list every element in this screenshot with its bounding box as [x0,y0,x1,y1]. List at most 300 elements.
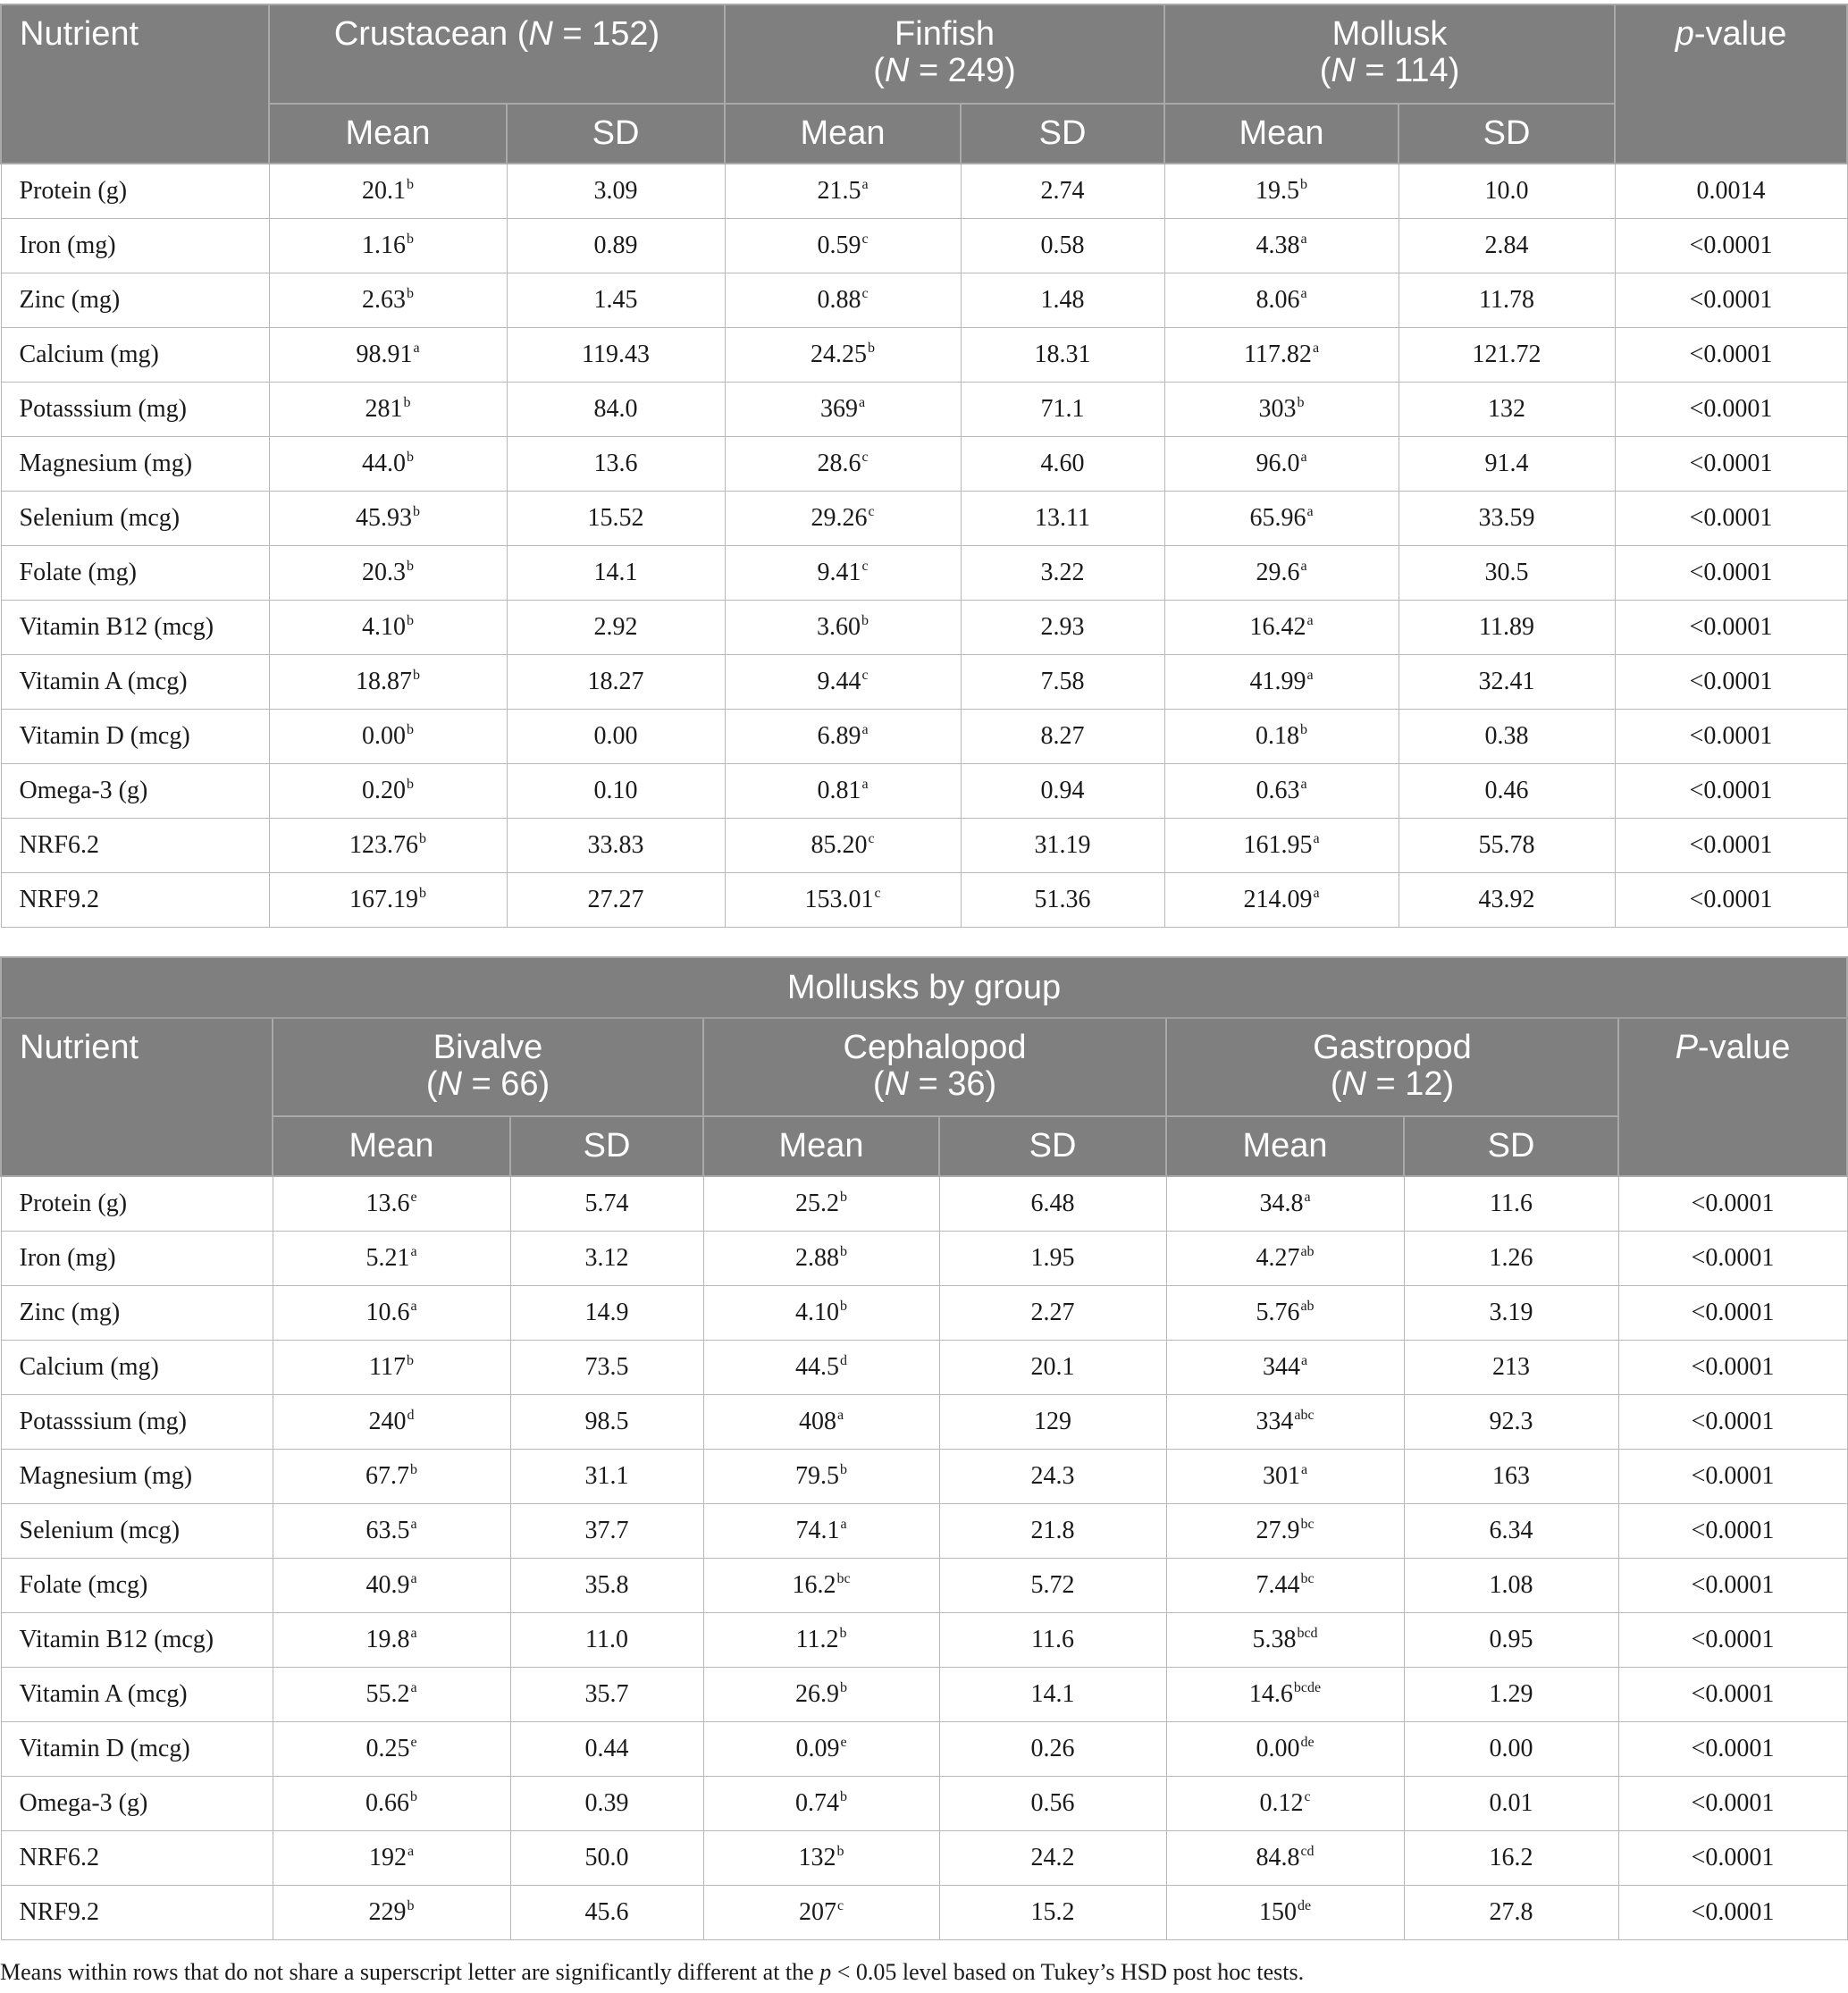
mean-cell [725,764,961,819]
nutrient-name: Magnesium (mg) [1,437,269,492]
significance-letter: bc [1300,1571,1315,1586]
mean-cell [1166,1831,1404,1886]
significance-letter: c [861,668,869,683]
significance-letter: a [1300,777,1307,792]
mean-cell [1164,164,1399,219]
mean-value: 2.63 [362,286,406,314]
pvalue-cell: <0.0001 [1615,764,1847,819]
sd-cell: 2.93 [961,601,1164,655]
mean-cell [269,219,507,273]
mean-cell [725,437,961,492]
nutrient-name: Folate (mg) [1,546,269,601]
nutrient-name: Omega-3 (g) [1,1777,273,1831]
sd-cell: 0.38 [1399,710,1615,764]
sd-cell: 73.5 [510,1341,703,1395]
significance-letter: a [861,722,869,737]
table-row [1,1450,1847,1504]
sd-cell: 0.46 [1399,764,1615,819]
mean-cell [1164,492,1399,546]
mean-value: 85.20 [811,831,868,859]
mean-cell [703,1668,939,1722]
table-row [1,1668,1847,1722]
significance-letter: a [1304,1190,1311,1205]
mean-cell [273,1886,510,1940]
significance-letter: b [403,395,411,410]
sd-cell: 30.5 [1399,546,1615,601]
sd-cell: 0.39 [510,1777,703,1831]
mean-cell [1164,546,1399,601]
mean-header: Mean [1164,104,1399,164]
mean-header: Mean [725,104,961,164]
sd-cell: 7.58 [961,655,1164,710]
mean-value: 25.2 [795,1190,839,1217]
sd-cell: 11.89 [1399,601,1615,655]
mean-value: 5.76 [1256,1299,1300,1326]
group-header-cephalopod: Cephalopod (N = 36) [703,1018,1166,1116]
sd-cell: 0.56 [939,1777,1166,1831]
significance-letter: b [839,1626,847,1641]
mean-cell [269,164,507,219]
mean-cell [269,492,507,546]
mean-cell [269,873,507,928]
significance-letter: b [410,1789,417,1804]
nutrient-header: Nutrient [1,1018,273,1176]
pvalue-cell: <0.0001 [1618,1559,1847,1613]
table-row [1,273,1847,328]
mean-cell [1166,1176,1404,1232]
mean-cell [725,655,961,710]
significance-letter: a [836,1408,844,1423]
mean-cell [1166,1504,1404,1559]
significance-letter: b [840,1190,847,1205]
sd-cell: 43.92 [1399,873,1615,928]
sd-header: SD [510,1116,703,1176]
nutrient-name: Folate (mcg) [1,1559,273,1613]
mean-cell [1164,383,1399,437]
nutrient-name: Vitamin A (mcg) [1,655,269,710]
sd-cell: 55.78 [1399,819,1615,873]
mean-value: 0.59 [817,231,861,259]
mean-cell [1164,819,1399,873]
mean-cell [725,819,961,873]
sd-cell: 0.26 [939,1722,1166,1777]
sd-cell: 15.2 [939,1886,1166,1940]
sd-cell: 84.0 [507,383,725,437]
nutrient-name: Calcium (mg) [1,328,269,383]
nutrient-name: Zinc (mg) [1,1286,273,1341]
mean-value: 408 [798,1408,836,1435]
nutrient-name: Selenium (mcg) [1,1504,273,1559]
sd-cell: 18.31 [961,328,1164,383]
mean-value: 13.6 [365,1190,410,1217]
mean-value: 6.89 [817,722,861,750]
pvalue-cell: <0.0001 [1618,1831,1847,1886]
sd-cell: 4.60 [961,437,1164,492]
mean-value: 117.82 [1243,341,1312,368]
n-value: = 114) [1365,52,1460,89]
mean-cell [273,1232,510,1286]
mean-cell [273,1613,510,1668]
mean-value: 9.41 [817,559,861,586]
mean-value: 16.42 [1249,613,1306,641]
mean-cell [1166,1395,1404,1450]
mean-value: 96.0 [1256,450,1300,477]
mean-value: 10.6 [365,1299,410,1326]
sd-cell: 1.95 [939,1232,1166,1286]
mean-cell [703,1559,939,1613]
mean-cell [273,1831,510,1886]
mean-value: 24.25 [811,341,867,368]
pvalue-cell: <0.0001 [1615,655,1847,710]
significance-letter: ab [1300,1244,1315,1259]
sd-cell: 5.72 [939,1559,1166,1613]
mean-cell [1166,1450,1404,1504]
nutrient-name: Magnesium (mg) [1,1450,273,1504]
mean-value: 79.5 [795,1462,839,1490]
n-value: = 152) [562,15,660,53]
mean-value: 2.88 [795,1244,839,1272]
pvalue-cell: <0.0001 [1618,1232,1847,1286]
significance-letter: e [410,1190,417,1205]
sd-cell: 13.6 [507,437,725,492]
significance-letter: b [407,450,414,465]
mean-cell [1166,1286,1404,1341]
sd-cell: 14.1 [939,1668,1166,1722]
mean-value: 132 [798,1844,836,1871]
mean-cell [1166,1886,1404,1940]
nutrient-header: Nutrient [1,4,269,164]
mean-cell [273,1286,510,1341]
mean-cell [1164,273,1399,328]
table-row [1,1559,1847,1613]
pvalue-cell: <0.0001 [1615,492,1847,546]
significance-letter: c [836,1898,844,1913]
mean-value: 0.88 [817,286,861,314]
sd-cell: 14.1 [507,546,725,601]
mean-value: 44.5 [795,1353,839,1381]
significance-letter: b [413,504,420,519]
significance-letter: b [407,559,414,574]
significance-letter: d [407,1408,415,1423]
sd-cell: 0.58 [961,219,1164,273]
significance-letter: b [1300,722,1308,737]
mean-value: 27.9 [1256,1517,1300,1544]
sd-cell: 33.59 [1399,492,1615,546]
mean-cell [273,1777,510,1831]
mean-cell [1164,219,1399,273]
mean-value: 0.09 [795,1735,840,1762]
table-row [1,655,1847,710]
footnote-before: Means within rows that do not share a superscript letter are significantly different at the [0,1959,820,1985]
mean-cell [703,1395,939,1450]
nutrient-name: NRF9.2 [1,873,269,928]
n-value: = 12) [1375,1065,1455,1103]
significance-letter: a [858,395,866,410]
pvalue-cell: <0.0001 [1618,1722,1847,1777]
mean-value: 0.12 [1259,1789,1304,1817]
pvalue-italic: P [1675,1029,1698,1066]
significance-letter: b [419,886,426,901]
group-name: Cephalopod [843,1029,1027,1066]
significance-letter: b [407,613,414,628]
mean-cell [273,1341,510,1395]
pvalue-cell: <0.0001 [1615,437,1847,492]
mean-header: Mean [273,1116,510,1176]
mean-cell [273,1395,510,1450]
n-value: = 36) [918,1065,997,1103]
mean-cell [1164,601,1399,655]
group-name: Gastropod [1313,1029,1472,1066]
pvalue-cell: <0.0001 [1618,1613,1847,1668]
pvalue-cell: <0.0001 [1618,1341,1847,1395]
significance-letter: b [840,1462,847,1477]
mean-cell [1164,328,1399,383]
table-row [1,1286,1847,1341]
mean-value: 303 [1258,395,1297,423]
sd-cell: 15.52 [507,492,725,546]
mean-value: 214.09 [1243,886,1313,913]
mean-cell [725,164,961,219]
mollusks-by-group-table [0,956,1848,1940]
mean-cell [1164,873,1399,928]
sd-cell: 37.7 [510,1504,703,1559]
mean-value: 28.6 [817,450,861,477]
sd-cell: 1.48 [961,273,1164,328]
sd-cell: 20.1 [939,1341,1166,1395]
group-name: Bivalve [433,1029,543,1066]
significance-letter: a [407,1844,415,1859]
sd-cell: 8.27 [961,710,1164,764]
significance-letter: c [874,886,881,901]
sd-header: SD [961,104,1164,164]
sd-cell: 0.89 [507,219,725,273]
mean-value: 0.00 [362,722,406,750]
significance-letter: a [410,1244,417,1259]
nutrient-name: Potasssium (mg) [1,383,269,437]
mean-cell [269,819,507,873]
mean-value: 301 [1262,1462,1300,1490]
significance-letter: c [868,831,875,846]
significance-letter: b [840,1680,847,1695]
mean-value: 369 [819,395,858,423]
mean-cell [703,1286,939,1341]
mean-value: 1.16 [362,231,406,259]
pvalue-cell: <0.0001 [1618,1395,1847,1450]
mean-cell [703,1613,939,1668]
significance-letter: b [407,777,414,792]
sd-cell: 132 [1399,383,1615,437]
group-header-gastropod: Gastropod (N = 12) [1166,1018,1618,1116]
sd-cell: 6.48 [939,1176,1166,1232]
sd-cell: 24.2 [939,1831,1166,1886]
significance-letter: b [419,831,426,846]
sd-cell: 45.6 [510,1886,703,1940]
mean-cell [269,546,507,601]
sd-cell: 18.27 [507,655,725,710]
nutrient-name: Selenium (mcg) [1,492,269,546]
table-banner: Mollusks by group [1,957,1847,1018]
mean-cell [269,710,507,764]
table-row [1,437,1847,492]
significance-letter: bc [836,1571,851,1586]
group-header-crustacean: Crustacean (N = 152) [269,4,725,104]
pvalue-cell: <0.0001 [1615,873,1847,928]
significance-letter: c [868,504,875,519]
sd-cell: 0.95 [1404,1613,1618,1668]
mean-value: 34.8 [1259,1190,1304,1217]
mean-cell [725,601,961,655]
table-row [1,1831,1847,1886]
significance-letter: b [407,1898,415,1913]
table-footnote [0,1959,1304,1986]
mean-value: 67.7 [365,1462,409,1490]
table-row [1,383,1847,437]
significance-letter: a [410,1299,417,1314]
nutrient-name: NRF6.2 [1,819,269,873]
significance-letter: c [1304,1789,1311,1804]
mean-value: 20.1 [362,177,406,205]
n-label: N [884,52,910,89]
significance-letter: b [840,1789,847,1804]
pvalue-cell: <0.0001 [1615,219,1847,273]
nutrient-name: Vitamin B12 (mcg) [1,1613,273,1668]
sd-cell: 121.72 [1399,328,1615,383]
mean-cell [725,492,961,546]
mean-value: 40.9 [365,1571,410,1599]
significance-letter: b [1300,177,1308,192]
significance-letter: e [840,1735,847,1750]
mean-value: 207 [798,1898,836,1926]
mean-value: 55.2 [365,1680,410,1708]
mean-cell [703,1232,939,1286]
mean-value: 29.6 [1256,559,1300,586]
mean-value: 153.01 [804,886,874,913]
significance-letter: de [1300,1735,1315,1750]
nutrient-name: Vitamin D (mcg) [1,710,269,764]
mean-value: 98.91 [356,341,413,368]
sd-cell: 27.27 [507,873,725,928]
nutrient-name: Iron (mg) [1,219,269,273]
n-label: N [437,1065,462,1103]
pvalue-cell: <0.0001 [1615,601,1847,655]
table-row [1,764,1847,819]
significance-letter: a [410,1626,417,1641]
mean-value: 45.93 [356,504,412,532]
sd-cell: 51.36 [961,873,1164,928]
sd-cell: 31.19 [961,819,1164,873]
mean-cell [273,1722,510,1777]
mean-value: 14.6 [1248,1680,1293,1708]
table-row [1,1777,1847,1831]
sd-cell: 3.19 [1404,1286,1618,1341]
significance-letter: b [836,1844,844,1859]
mean-header: Mean [269,104,507,164]
sd-cell: 21.8 [939,1504,1166,1559]
mean-cell [703,1504,939,1559]
mean-cell [269,328,507,383]
sd-cell: 35.7 [510,1668,703,1722]
significance-letter: a [1313,831,1320,846]
significance-letter: a [1300,1462,1308,1477]
sd-cell: 6.34 [1404,1504,1618,1559]
sd-header: SD [1399,104,1615,164]
sd-cell: 11.6 [939,1613,1166,1668]
mean-cell [1166,1613,1404,1668]
mean-cell [273,1176,510,1232]
mean-value: 7.44 [1256,1571,1300,1599]
mean-cell [1164,655,1399,710]
mean-value: 65.96 [1249,504,1306,532]
mean-cell [703,1722,939,1777]
mean-value: 20.3 [362,559,406,586]
table-row [1,1176,1847,1232]
mean-cell [725,328,961,383]
mean-value: 161.95 [1243,831,1313,859]
pvalue-cell: <0.0001 [1615,546,1847,601]
nutrient-name: Vitamin A (mcg) [1,1668,273,1722]
mean-value: 0.81 [817,777,861,804]
table-row [1,1613,1847,1668]
significance-letter: b [407,177,414,192]
sd-cell: 24.3 [939,1450,1166,1504]
mean-value: 344 [1262,1353,1300,1381]
sd-header: SD [507,104,725,164]
nutrient-name: Protein (g) [1,164,269,219]
significance-letter: a [861,177,869,192]
table-row [1,1722,1847,1777]
mean-value: 0.63 [1256,777,1300,804]
sd-cell: 1.45 [507,273,725,328]
significance-letter: b [840,1299,847,1314]
mean-cell [273,1504,510,1559]
footnote-after: < 0.05 level based on Tukey’s HSD post hoc tests. [831,1959,1305,1985]
mean-value: 11.2 [795,1626,839,1653]
mean-cell [703,1831,939,1886]
sd-cell: 3.09 [507,164,725,219]
significance-letter: a [1306,504,1314,519]
mean-header: Mean [703,1116,939,1176]
sd-cell: 1.26 [1404,1232,1618,1286]
mean-cell [725,873,961,928]
group-name: Finfish [895,15,995,53]
pvalue-cell: <0.0001 [1618,1450,1847,1504]
nutrient-by-category-table [0,4,1848,928]
mean-cell [703,1341,939,1395]
sd-cell: 2.84 [1399,219,1615,273]
significance-letter: a [1300,286,1307,301]
pvalue-header [1618,1018,1847,1176]
nutrient-name: Zinc (mg) [1,273,269,328]
sd-cell: 35.8 [510,1559,703,1613]
significance-letter: b [407,722,414,737]
pvalue-cell: <0.0001 [1615,383,1847,437]
significance-letter: a [410,1680,417,1695]
sd-cell: 1.29 [1404,1668,1618,1722]
significance-letter: b [868,341,875,356]
mean-cell [269,273,507,328]
significance-letter: c [861,559,869,574]
sd-cell: 0.44 [510,1722,703,1777]
sd-cell: 0.00 [1404,1722,1618,1777]
table-row [1,1395,1847,1450]
significance-letter: a [840,1517,847,1532]
significance-letter: c [861,286,869,301]
group-header-bivalve: Bivalve (N = 66) [273,1018,703,1116]
n-label: N [884,1065,909,1103]
sd-cell: 2.74 [961,164,1164,219]
mean-value: 167.19 [349,886,418,913]
group-header-finfish: Finfish (N = 249) [725,4,1164,104]
